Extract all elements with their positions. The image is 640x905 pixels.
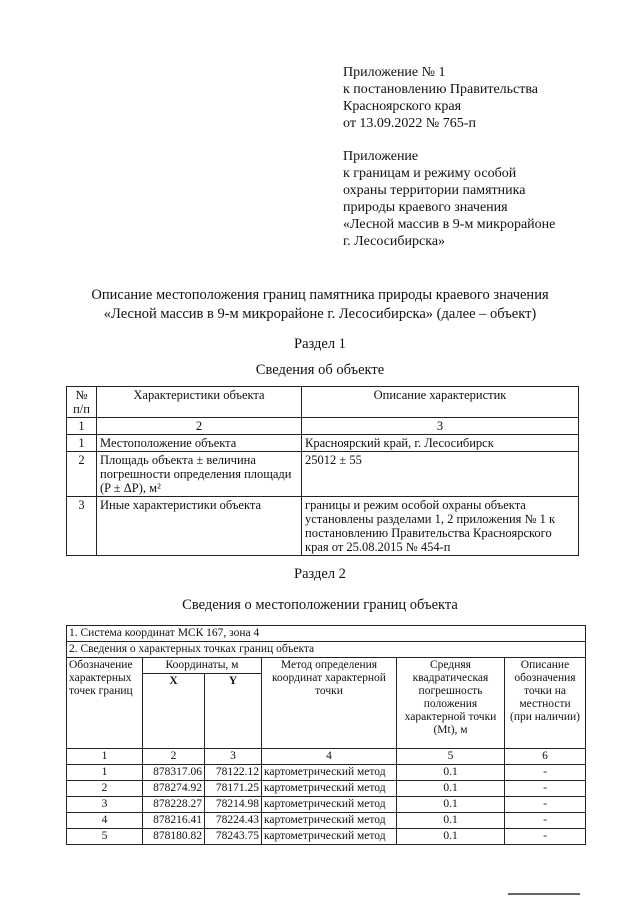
table-row [67,797,586,813]
point-method: картометрический метод [262,813,397,829]
document-title [0,286,640,324]
document-title-line: «Лесной массив в 9-м микрорайоне г. Лесосибирска» (далее – объект) [103,306,537,322]
boundary-points-table [66,625,586,845]
point-number: 2 [67,781,143,797]
index-cell: 1 [67,418,97,435]
point-description: - [505,813,586,829]
header-designation: Обозначение характерных точек границ [67,658,143,749]
table-row [67,452,579,497]
point-x: 878274.92 [143,781,205,797]
header-characteristics: Характеристики объекта [97,387,302,418]
table-index-row [67,749,586,765]
point-description: - [505,781,586,797]
point-error: 0.1 [397,829,505,845]
section-1-heading: Раздел 1 [294,336,346,352]
annex-1-block [343,64,538,132]
point-number: 1 [67,765,143,781]
point-y: 78171.25 [205,781,262,797]
point-method: картометрический метод [262,829,397,845]
header-y: Y [205,674,262,749]
points-caption-row [67,642,586,658]
table-header-row [67,658,586,674]
section-2-heading: Раздел 2 [294,566,346,582]
point-y: 78243.75 [205,829,262,845]
object-info-table [66,386,579,556]
annex-1-line: к постановлению Правительства [343,82,539,97]
coordinate-system-cell: 1. Система координат МСК 167, зона 4 [67,626,586,642]
row-description: Красноярский край, г. Лесосибирск [302,435,579,452]
row-num: 3 [67,497,97,556]
index-cell: 1 [67,749,143,765]
point-x: 878216.41 [143,813,205,829]
section-2-subheading: Сведения о местоположении границ объекта [182,597,458,613]
coordinate-system-row [67,626,586,642]
point-x: 878180.82 [143,829,205,845]
table-row [67,829,586,845]
header-point-description: Описание обозначения точки на местности (при наличии) [505,658,586,749]
point-description: - [505,797,586,813]
table-header-row [67,387,579,418]
row-characteristic: Местоположение объекта [97,435,302,452]
point-error: 0.1 [397,797,505,813]
table-index-row [67,418,579,435]
index-cell: 3 [302,418,579,435]
index-cell: 2 [97,418,302,435]
header-coordinates: Координаты, м [143,658,262,674]
row-num: 2 [67,452,97,497]
row-num: 1 [67,435,97,452]
point-number: 5 [67,829,143,845]
annex-2-line: «Лесной массив в 9-м микрорайоне [343,217,556,232]
index-cell: 4 [262,749,397,765]
point-y: 78224.43 [205,813,262,829]
annex-2-line: к границам и режиму особой [343,166,517,181]
index-cell: 6 [505,749,586,765]
annex-2-line: природы краевого значения [343,200,508,215]
point-x: 878228.27 [143,797,205,813]
table-row [67,435,579,452]
header-x: X [143,674,205,749]
point-number: 4 [67,813,143,829]
table-row [67,497,579,556]
index-cell: 2 [143,749,205,765]
annex-2-line: Приложение [343,149,419,164]
point-number: 3 [67,797,143,813]
point-method: картометрический метод [262,765,397,781]
annex-1-line: Приложение № 1 [343,65,446,80]
point-description: - [505,829,586,845]
row-description: 25012 ± 55 [302,452,579,497]
annex-2-block [343,148,555,250]
point-y: 78122.12 [205,765,262,781]
index-cell: 5 [397,749,505,765]
header-method: Метод определения координат характерной точки [262,658,397,749]
annex-2-line: охраны территории памятника [343,183,526,198]
table-row [67,813,586,829]
point-error: 0.1 [397,781,505,797]
row-description: границы и режим особой охраны объекта установлены разделами 1, 2 приложения № 1 к постановлению Правительства Красноярского края от 25.08.2015 № 454-п [302,497,579,556]
document-title-line: Описание местоположения границ памятника природы краевого значения [91,287,549,303]
annex-1-line: Красноярского края [343,99,462,114]
point-error: 0.1 [397,813,505,829]
header-description: Описание характеристик [302,387,579,418]
index-cell: 3 [205,749,262,765]
scan-mark-line [508,893,580,895]
point-method: картометрический метод [262,797,397,813]
points-caption-cell: 2. Сведения о характерных точках границ объекта [67,642,586,658]
point-x: 878317.06 [143,765,205,781]
header-num: № п/п [67,387,97,418]
annex-1-line: от 13.09.2022 № 765-п [343,116,476,131]
table-row [67,781,586,797]
row-characteristic: Площадь объекта ± величина погрешности определения площади (P ± ΔP), м² [97,452,302,497]
header-error: Средняя квадратическая погрешность положения характерной точки (Mt), м [397,658,505,749]
point-error: 0.1 [397,765,505,781]
annex-2-line: г. Лесосибирска» [343,234,446,249]
section-1-subheading: Сведения об объекте [255,362,385,378]
row-characteristic: Иные характеристики объекта [97,497,302,556]
table-row [67,765,586,781]
point-y: 78214.98 [205,797,262,813]
point-method: картометрический метод [262,781,397,797]
point-description: - [505,765,586,781]
